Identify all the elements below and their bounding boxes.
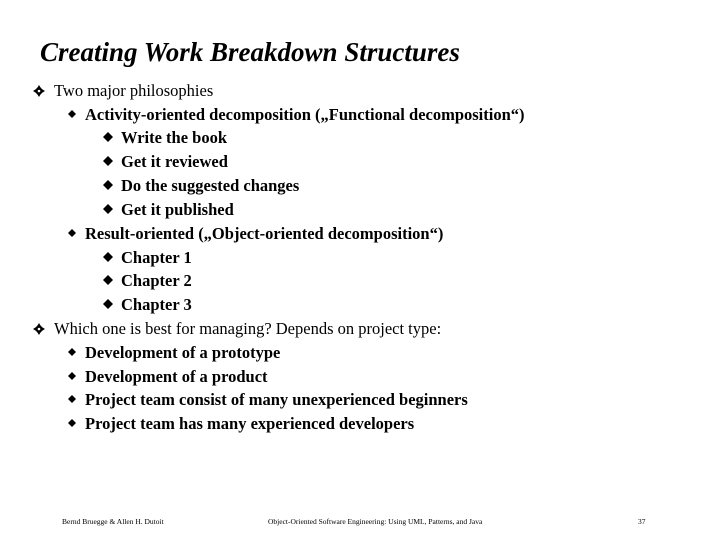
diamond-bullet-icon — [103, 299, 113, 309]
slide-title: Creating Work Breakdown Structures — [40, 37, 460, 67]
bullet-item — [103, 293, 192, 317]
bullet-item — [32, 317, 441, 341]
bullet-text: Development of a product — [85, 367, 268, 386]
diamond-bullet-icon — [103, 132, 113, 142]
bullet-item — [68, 412, 414, 436]
bullet-item — [68, 222, 443, 246]
small-diamond-bullet-icon — [68, 348, 76, 356]
bullet-text: Do the suggested changes — [121, 176, 300, 195]
diamond-bullet-icon — [103, 252, 113, 262]
footer-authors: Bernd Bruegge & Allen H. Dutoit — [62, 517, 164, 526]
fleur-bullet-icon — [32, 322, 46, 336]
bullet-item — [68, 103, 525, 127]
bullet-item — [103, 269, 192, 293]
diamond-bullet-icon — [103, 180, 113, 190]
bullet-text: Write the book — [121, 128, 228, 147]
bullet-item — [103, 126, 227, 150]
bullet-text: Chapter 1 — [121, 248, 192, 267]
bullet-item — [103, 246, 192, 270]
bullet-text: Chapter 3 — [121, 295, 192, 314]
footer-book-title: Object-Oriented Software Engineering: Using UML, Patterns, and Java — [268, 517, 483, 526]
bullet-item — [103, 150, 228, 174]
diamond-bullet-icon — [103, 204, 113, 214]
bullet-item — [32, 79, 213, 103]
small-diamond-bullet-icon — [68, 110, 76, 118]
page-number: 37 — [638, 517, 646, 526]
bullet-item — [68, 341, 280, 365]
small-diamond-bullet-icon — [68, 372, 76, 380]
bullet-text: Two major philosophies — [54, 81, 214, 100]
fleur-bullet-icon — [32, 84, 46, 98]
bullet-item — [103, 174, 299, 198]
diamond-bullet-icon — [103, 156, 113, 166]
bullet-item — [68, 365, 268, 389]
diamond-bullet-icon — [103, 275, 113, 285]
bullet-text: Chapter 2 — [121, 271, 192, 290]
bullet-text: Get it published — [121, 200, 234, 219]
small-diamond-bullet-icon — [68, 419, 76, 427]
bullet-text: Result-oriented („Object-oriented decomposition“) — [85, 224, 444, 243]
bullet-item — [68, 388, 468, 412]
small-diamond-bullet-icon — [68, 229, 76, 237]
bullet-text: Project team has many experienced developers — [85, 414, 415, 433]
bullet-text: Get it reviewed — [121, 152, 228, 171]
small-diamond-bullet-icon — [68, 395, 76, 403]
bullet-text: Project team consist of many unexperienced beginners — [85, 390, 468, 409]
bullet-text: Which one is best for managing? Depends on project type: — [54, 319, 442, 338]
bullet-text: Activity-oriented decomposition („Functional decomposition“) — [85, 105, 525, 124]
bullet-item — [103, 198, 234, 222]
bullet-text: Development of a prototype — [85, 343, 281, 362]
